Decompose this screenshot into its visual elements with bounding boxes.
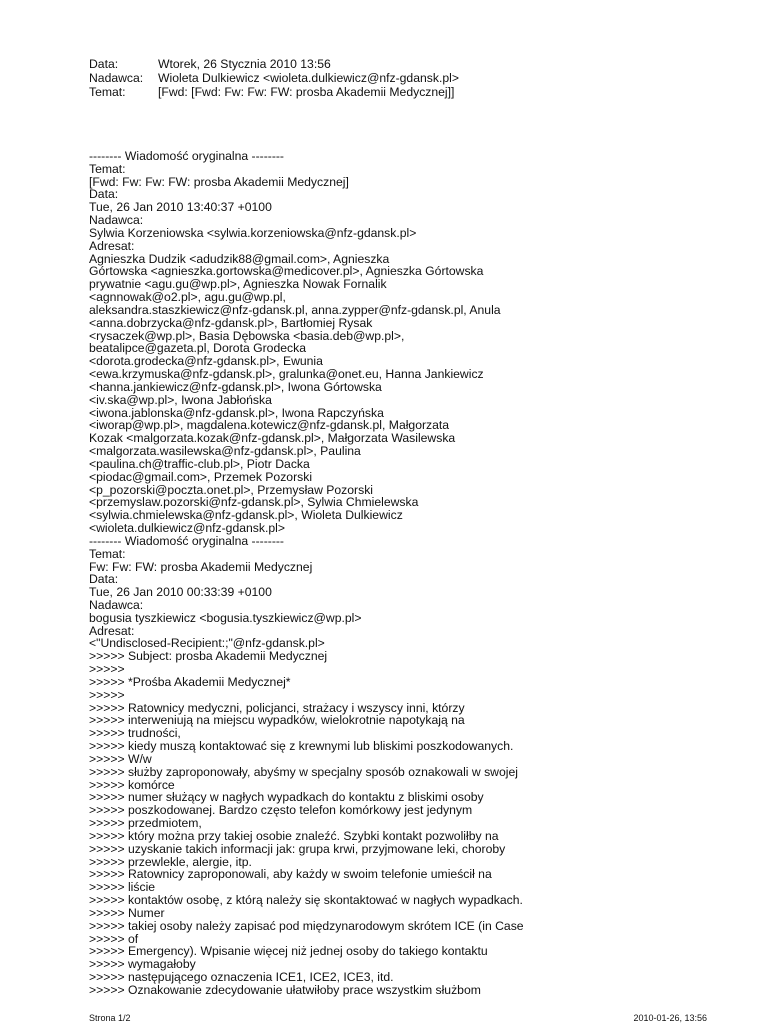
message-body-line: <malgorzata.wasilewska@nfz-gdansk.pl>, Paulina [89, 444, 361, 459]
message-body-line: >>>>> W/w [89, 751, 152, 766]
header-subject-label: Temat: [89, 85, 126, 99]
message-body-line: Adresat: [89, 623, 135, 638]
message-body-line: <rysaczek@wp.pl>, Basia Dębowska <basia.deb@wp.pl>, [89, 328, 405, 343]
header-from-label: Nadawca: [89, 71, 144, 85]
message-body-line: >>>>> poszkodowanej. Bardzo często telefon komórkowy jest jedynym [89, 803, 473, 818]
message-body-line: Nadawca: [89, 597, 144, 612]
message-body-line: aleksandra.staszkiewicz@nfz-gdansk.pl, anna.zypper@nfz-gdansk.pl, Anula [89, 302, 501, 317]
message-body-line: >>>>> który można przy takiej osobie znaleźć. Szybki kontakt pozwoliłby na [89, 828, 499, 843]
message-body-line: Górtowska <agnieszka.gortowska@medicover.pl>, Agnieszka Górtowska [89, 264, 484, 279]
message-body-line: Fw: Fw: FW: prosba Akademii Medycznej [89, 559, 313, 574]
message-body-line: >>>>> przewlekle, alergie, itp. [89, 854, 252, 869]
message-body-line: Nadawca: [89, 213, 144, 228]
message-body-line: Kozak <malgorzata.kozak@nfz-gdansk.pl>, Małgorzata Wasilewska [89, 431, 456, 446]
message-body-line: Tue, 26 Jan 2010 13:40:37 +0100 [89, 200, 272, 215]
message-body-line: >>>>> [89, 662, 125, 677]
message-body-line: >>>>> [89, 687, 125, 702]
message-body-line: <ewa.krzymuska@nfz-gdansk.pl>, gralunka@onet.eu, Hanna Jankiewicz [89, 367, 484, 382]
message-body-line: >>>>> kiedy muszą kontaktować się z krewnymi lub bliskimi poszkodowanych. [89, 739, 514, 754]
message-body-line: >>>>> Emergency). Wpisanie więcej niż jednej osoby do takiego kontaktu [89, 944, 488, 959]
message-body-line: >>>>> przedmiotem, [89, 816, 202, 831]
message-body-line: <iv.ska@wp.pl>, Iwona Jabłońska [89, 392, 272, 407]
message-body-line: Sylwia Korzeniowska <sylwia.korzeniowska@nfz-gdansk.pl> [89, 225, 417, 240]
message-body-line: >>>>> trudności, [89, 726, 181, 741]
footer-timestamp: 2010-01-26, 13:56 [633, 1013, 707, 1023]
message-body-line: >>>>> następującego oznaczenia ICE1, ICE2, ICE3, itd. [89, 970, 394, 984]
message-body-line: <przemyslaw.pozorski@nfz-gdansk.pl>, Sylwia Chmielewska [89, 495, 419, 510]
message-body-line: >>>>> Numer [89, 905, 165, 920]
message-body-line: <wioleta.dulkiewicz@nfz-gdansk.pl> [89, 521, 285, 536]
message-body-line: >>>>> of [89, 931, 139, 946]
message-body-line: beatalipce@gazeta.pl, Dorota Grodecka [89, 341, 306, 356]
message-body-line: <piodac@gmail.com>, Przemek Pozorski [89, 469, 313, 484]
message-body-line: Temat: [89, 161, 126, 176]
message-body-line: >>>>> uzyskanie takich informacji jak: grupa krwi, przyjmowane leki, choroby [89, 841, 506, 856]
header-subject-value: [Fwd: [Fwd: Fw: Fw: FW: prosba Akademii Medycznej]] [158, 85, 455, 99]
message-body-line: >>>>> numer służący w nagłych wypadkach do kontaktu z bliskimi osoby [89, 790, 484, 805]
message-body-line: >>>>> Ratownicy medyczni, policjanci, strażacy i wszyscy inni, którzy [89, 700, 465, 715]
message-body-line: >>>>> interweniują na miejscu wypadków, wielokrotnie napotykają na [89, 713, 465, 728]
footer-page-number: Strona 1/2 [89, 1013, 131, 1023]
message-body-line: >>>>> takiej osoby należy zapisać pod międzynarodowym skrótem ICE (in Case [89, 918, 524, 933]
message-body-line: Agnieszka Dudzik <adudzik88@gmail.com>, Agnieszka [89, 251, 390, 266]
header-from-value: Wioleta Dulkiewicz <wioleta.dulkiewicz@nfz-gdansk.pl> [158, 71, 459, 85]
message-body-line: Adresat: [89, 238, 135, 253]
message-body-line: <agnnowak@o2.pl>, agu.gu@wp.pl, [89, 290, 286, 305]
message-body-line: <anna.dobrzycka@nfz-gdansk.pl>, Bartłomiej Rysak [89, 315, 373, 330]
message-body-line: Data: [89, 572, 119, 587]
message-body-line: [Fwd: Fw: Fw: FW: prosba Akademii Medycznej] [89, 174, 349, 189]
message-body-line: >>>>> Ratownicy zaproponowali, aby każdy w swoim telefonie umieścił na [89, 867, 492, 882]
message-body-line: <"Undisclosed-Recipient:;"@nfz-gdansk.pl> [89, 636, 325, 651]
message-body-line: >>>>> kontaktów osobę, z którą należy się skontaktować w nagłych wypadkach. [89, 893, 523, 908]
message-body-line: <paulina.ch@traffic-club.pl>, Piotr Dacka [89, 456, 310, 471]
message-body-line: <hanna.jankiewicz@nfz-gdansk.pl>, Iwona Górtowska [89, 379, 382, 394]
message-body-line: -------- Wiadomość oryginalna -------- [89, 533, 284, 548]
message-body-line: >>>>> Subject: prosba Akademii Medycznej [89, 649, 328, 664]
message-body-line: Data: [89, 187, 119, 202]
message-body-line: <dorota.grodecka@nfz-gdansk.pl>, Ewunia [89, 354, 323, 369]
message-body-line: <iworap@wp.pl>, magdalena.kotewicz@nfz-gdansk.pl, Małgorzata [89, 418, 450, 433]
header-date-label: Data: [89, 57, 119, 71]
message-body-line: >>>>> wymagałoby [89, 957, 196, 972]
message-body-line: >>>>> komórce [89, 777, 175, 792]
message-body-line: >>>>> Oznakowanie zdecydowanie ułatwiłoby prace wszystkim służbom [89, 982, 481, 997]
message-body-line: Temat: [89, 546, 126, 561]
message-body-line: <sylwia.chmielewska@nfz-gdansk.pl>, Wioleta Dulkiewicz [89, 508, 403, 523]
message-body [89, 150, 729, 997]
message-body-line: >>>>> służby zaproponowały, abyśmy w specjalny sposób oznakowali w swojej [89, 764, 518, 779]
message-body-line: <p_pozorski@poczta.onet.pl>, Przemysław Pozorski [89, 482, 374, 497]
message-body-line: -------- Wiadomość oryginalna -------- [89, 149, 284, 163]
message-body-line: <iwona.jablonska@nfz-gdansk.pl>, Iwona Rapczyńska [89, 405, 384, 420]
message-body-line: bogusia tyszkiewicz <bogusia.tyszkiewicz@wp.pl> [89, 610, 362, 625]
message-body-line: prywatnie <agu.gu@wp.pl>, Agnieszka Nowak Fornalik [89, 277, 387, 292]
header-date-value: Wtorek, 26 Stycznia 2010 13:56 [158, 57, 331, 71]
message-body-line: >>>>> liście [89, 880, 156, 895]
message-body-line: >>>>> *Prośba Akademii Medycznej* [89, 674, 291, 689]
message-body-line: Tue, 26 Jan 2010 00:33:39 +0100 [89, 585, 272, 600]
